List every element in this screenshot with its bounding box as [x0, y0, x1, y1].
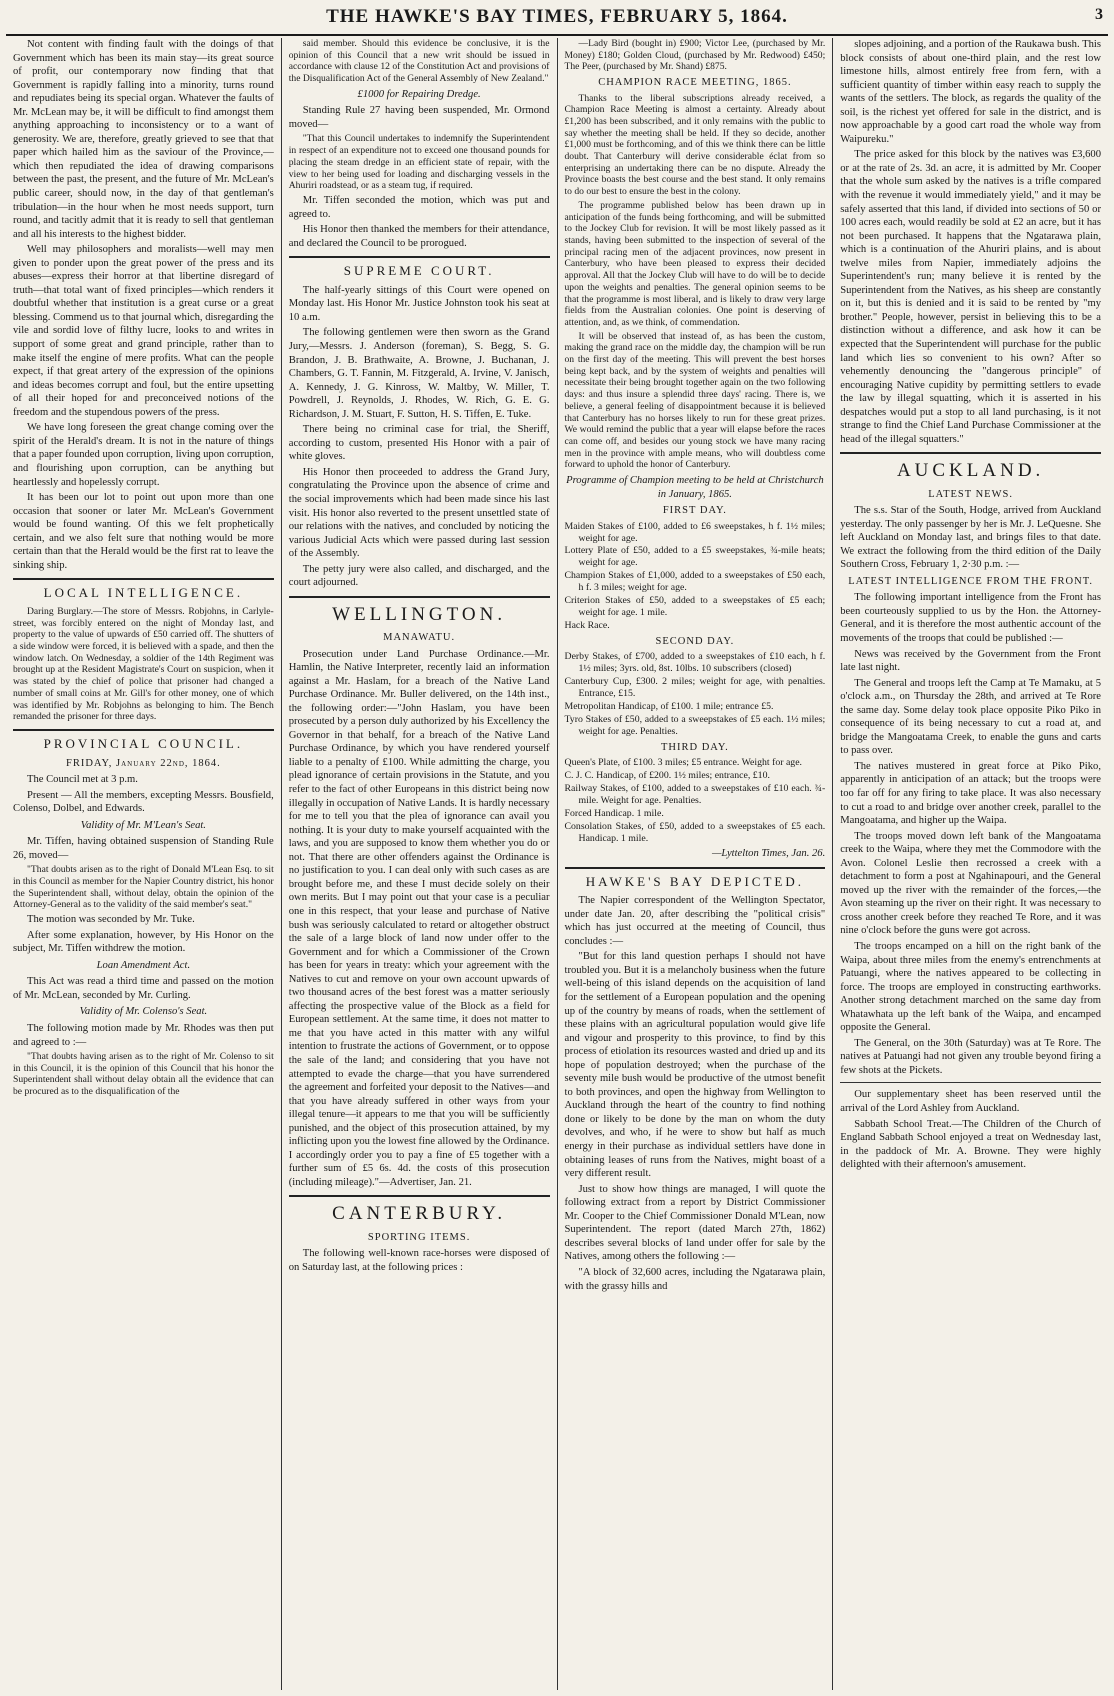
race-entry: Queen's Plate, of £100. 3 miles; £5 entrance. Weight for age.: [564, 757, 802, 769]
column-1: [6, 38, 282, 1690]
section-heading-court: SUPREME COURT.: [289, 256, 550, 280]
paragraph: The natives mustered in great force at Piko Piko, apparently in anticipation of an attack; but the troops were too far off for any firing to take place. It was also necessary to cut a road to and bridge over another creek, parallel to the Mangoatama, and higher up the Waipa.: [840, 760, 1101, 827]
subheading-front: LATEST INTELLIGENCE FROM THE FRONT.: [848, 575, 1093, 587]
paragraph: There being no criminal case for trial, the Sheriff, according to custom, presented His Honor with a pair of white gloves.: [288, 424, 550, 463]
subheading: Loan Amendment Act.: [96, 959, 191, 971]
subheading: Validity of Mr. Colenso's Seat.: [79, 1006, 208, 1018]
day-heading: SECOND DAY.: [655, 636, 735, 648]
section-heading-council: PROVINCIAL COUNCIL.: [13, 729, 274, 753]
paragraph: Thanks to the liberal subscriptions already received, a Champion Race Meeting is almost a certainty. Already about £1,200 has been subscribed, and it only remains with the public to say whether the meeting shall be held. If they so decide, another £1,000 must be forthcoming, and of this we think there can be little doubt. That Canterbury will derive considerable éclat from so enterprising an undertaking there can be no dispute. Already the Province boasts the best course and the best stand. It only remains to do our best to ensure the best in the colony.: [564, 92, 826, 198]
paragraph: The Council met at 3 p.m.: [27, 774, 138, 786]
column-3: [558, 38, 834, 1690]
paragraph: Well may philosophers and moralists—well may men given to ponder upon the great power of the press and its abuses—express their horror at that libertine disregard of truth—that total want of fixed principles—which renders it doubtful whether that institution is a great curse or a great blessing. Commend us to that journal which, disregarding the vile and sordid love of filthy lucre, looks to and writes in support of some great and grand principle, rather than to make itself the engine of mere profits. What can the people expect, if that great artery of the expression of the opinions and ideas becomes corrupt and foul, but the entire upsetting of all their hoped for and preconceived notions of the freedom and the stupendous powers of the press.: [13, 244, 274, 418]
paragraph: The General, on the 30th (Saturday) was at Te Rore. The natives at Patuangi had not given any trouble beyond firing a few shots at the Pickets.: [840, 1037, 1101, 1076]
paragraph: It has been our lot to point out upon more than one occasion that sooner or later Mr. McLean's Government would be found wanting. Of this we felt prophetically certain, and we also felt sure that nothing would be more certain than that the Herald would be the first rat to leave the sinking ship.: [13, 492, 274, 571]
race-entry: Consolation Stakes, of £50, added to a sweepstakes of £5 each. Handicap. 1 mile.: [564, 821, 826, 845]
paragraph: —Lady Bird (bought in) £900; Victor Lee, (purchased by Mr. Money) £180; Golden Cloud, (purchased by Mr. Redwood) £450; The Peer, (purchased by Mr. Shand) £875.: [564, 38, 826, 73]
section-heading-canterbury: CANTERBURY.: [289, 1195, 550, 1226]
paragraph: The half-yearly sittings of this Court were opened on Monday last. His Honor Mr. Justice Johnston took his seat at 10 a.m.: [288, 284, 550, 323]
paragraph: The troops moved down left bank of the Mangoatama creek to the Waipa, where they met the Commodore with the Avon. Colonel Leslie then recrossed a creek with a detachment to form a post at Ngahinapouri, and the General moved up the river with the remainder of the forces,—the Avon steaming up the river on their right. It was necessary to cross another creek before they reached Te Rore, and it was nine o'clock before the guns were got across.: [840, 830, 1101, 937]
subheading: SPORTING ITEMS.: [367, 1231, 471, 1243]
paragraph: Mr. Tiffen, having obtained suspension of Standing Rule 26, moved—: [13, 836, 274, 861]
paragraph: The General and troops left the Camp at Te Mamaku, at 5 o'clock a.m., on Thursday the 28th, and arrived at Te Rore the same day. Some delay took place opposite Piko Piko in consequence of its being necessary to cut a road at, and bridge the Mangoatama Creek, to enable the guns and carts to pass over.: [840, 677, 1101, 757]
paragraph: "That this Council undertakes to indemnify the Superintendent in respect of an expenditure not to exceed one thousand pounds for placing the steam dredge in an efficient state of repair, with the view to her being used for loading and discharging vessels in the Ahuriri roadstead, or as a steam tug, if required.: [288, 133, 550, 192]
paragraph: Mr. Tiffen seconded the motion, which was put and agreed to.: [288, 194, 550, 220]
race-entry: Criterion Stakes of £50, added to a sweepstakes of £5 each; weight for age. 1 mile.: [564, 595, 826, 619]
subheading: LATEST NEWS.: [928, 488, 1013, 500]
source-credit: —Lyttelton Times, Jan. 26.: [711, 848, 826, 860]
paragraph: Just to show how things are managed, I will quote the following extract from a report by District Commissioner Mr. Cooper to the Chief Commissioner Donald M'Lean, now Superintendent. The report (dated March 27th, 1862) describes several blocks of land under offer for sale by the Natives, among others the following :—: [564, 1183, 826, 1263]
paragraph: Prosecution under Land Purchase Ordinance.—Mr. Hamlin, the Native Interpreter, recently laid an information against a Mr. Haslam, for a breach of the Native Land Purchase Ordinance. Mr. Buller delivered, on the 14th inst., the following order:—"John Haslam, you have been prosecuted by a person duly authorized by his Excellency the Governor in that behalf, for a breach of the Native Land Purchase Ordinance, by which you have rendered yourself liable to a penalty of £100. While admitting the charge, you plead ignorance of certain provisions in the Statute, and you refer to the fact of other Europeans in this district being now illegally in occupation of Native Lands. It is hardly necessary for me to tell you that the plea of ignorance can avail you nothing. It is your duty to make yourself acquainted with the laws, and you are supposed to know them whether you do or not. That there are other offenders against the Ordinance is no justification to you. I can deal only with such cases as are brought before me, and these I must decide solely on their own merits. But I may point out that your case is a peculiar one in this respect, that your lease and purchase of Native bush was seriously calculated to retard or altogether obstruct the sale of a large block of land now under offer to the Government and for which a Commissioner of the Crown has been for years in treaty: which your agreement with the Natives to cut and remove on your own account upwards of two thousand acres of the best forest was a matter seriously affecting the prospective value of the Block as a field for European settlement. At the same time, it does not matter to me that you have acted in this matter with any wilful intention to frustrate the actions of Government, or to oppose the sale of the land; and considering that you have not attempted to evade the charge—that you have surrendered the agreement and forfeited your deposit to the Natives—and that you have already suffered in other ways from your illegal tenure—it appears to me that you will be sufficiently punished, and the object of this prosecution attained, by my inflicting upon you the lowest fine allowed by the Ordinance. I accordingly order you to pay a fine of £5 together with a further sum of £5 6s. 4d. the costs of this prosecution (including mileage)."—Advertiser, Jan. 21.: [288, 648, 550, 1188]
race-entry: Derby Stakes, of £700, added to a sweepstakes of £10 each, h f. 1½ miles; 3yrs. old, 8st. 10lbs. 10 subscribers (closed): [564, 651, 826, 675]
column-4: [833, 38, 1108, 1690]
race-entry: Champion Stakes of £1,000, added to a sweepstakes of £50 each, h f. 3 miles; weight for age.: [564, 570, 826, 594]
paragraph: News was received by the Government from the Front late last night.: [840, 648, 1101, 674]
race-entry: Forced Handicap. 1 mile.: [564, 808, 664, 820]
section-heading-auckland: AUCKLAND.: [840, 452, 1101, 483]
paragraph: Not content with finding fault with the doings of that Government which has been its main stay—its great source of profit, our contemporary now finding that that Government is rapidly falling into a minority, turns round and repudiates being its special organ. Whatever the faults of Mr. McLean may be, it will be difficult to find amongst them anything approaching to inconsistency or to a want of generosity. We are, therefore, greatly grieved to see that that paper which hailed him as the saviour of the Province,—which then repudiated the idea of drawing comparisons between the past, the present, and the future of Mr. McLean's public career, should now, in the day of that gentleman's tribulation—in the hour when he most needs support, turn round, and tacitly admit that it is ready to sell that gentleman and all his interests to the highest bidder.: [13, 39, 274, 240]
paragraph: We have long foreseen the great change coming over the spirit of the Herald's dream. It is not in the nature of things that a paper founded upon corruption, living upon corruption, and flourishing upon corruption, can be anything but heartlessly and hopelessly corrupt.: [13, 422, 274, 488]
paragraph: The motion was seconded by Mr. Tuke.: [27, 914, 195, 926]
page-number: 3: [1095, 6, 1104, 23]
paragraph: "A block of 32,600 acres, including the Ngatarawa plain, with the grassy hills and: [564, 1266, 826, 1292]
race-entry: Tyro Stakes of £50, added to a sweepstakes of £5 each. 1½ miles; weight for age. Penalties.: [564, 714, 826, 738]
paragraph: Our supplementary sheet has been reserved until the arrival of the Lord Ashley from Auckland.: [840, 1089, 1101, 1115]
paragraph: His Honor then proceeded to address the Grand Jury, congratulating the Province upon the absence of crime and the social improvements which had been made since his last visit. His honor also reverted to the present unsettled state of our relations with the natives, and concluded by noticing the various Judicial Acts which were passed during last session of the Assembly.: [288, 466, 550, 560]
race-entry: Railway Stakes, of £100, added to a sweepstakes of £10 each. ¾-mile. Weight for age. Penalties.: [564, 783, 826, 807]
paragraph: Present — All the members, excepting Messrs. Bousfield, Colenso, Dolbel, and Edwards.: [13, 789, 274, 815]
paragraph: The following well-known race-horses were disposed of on Saturday last, at the following prices :: [288, 1248, 550, 1273]
paragraph: The following gentlemen were then sworn as the Grand Jury,—Messrs. J. Anderson (foreman), S. Begg, S. G. Brandon, J. B. Brathwaite, A. Browne, J. Buchanan, J. Chambers, G. T. Fannin, M. Fitzgerald, A. Irvine, V. Janisch, A. Kennedy, J. G. Kinross, W. Maltby, W. Miller, T. Powdrell, J. Reynolds, J. Rhodes, W. Rich, G. E. G. Richardson, J. M. Stuart, F. Sutton, H. S. Tiffen, E. Tuke.: [288, 327, 550, 420]
race-entry: Lottery Plate of £50, added to a £5 sweepstakes, ¾-mile heats; weight for age.: [564, 545, 826, 569]
programme-title: Programme of Champion meeting to be held at Christchurch in January, 1865.: [566, 475, 824, 500]
paragraph: The troops encamped on a hill on the right bank of the Waipa, about three miles from the enemy's entrenchments at Patuangi, where the natives appeared to be collecting in force. The troops are employed in constructing earthworks. Another strong detachment marched on the same day from Whatawhata up the left bank of the Waipa, and encamped opposite the General.: [840, 941, 1101, 1034]
paragraph: Sabbath School Treat.—The Children of the Church of England Sabbath School enjoyed a treat on Wednesday last, in the paddock of Mr. A. Browne. They were highly delighted with their afternoon's amusement.: [840, 1118, 1101, 1171]
section-heading-wellington: WELLINGTON.: [289, 596, 550, 627]
masthead: [6, 0, 1108, 36]
paragraph: After some explanation, however, by His Honor on the subject, Mr. Tiffen withdrew the motion.: [13, 929, 274, 955]
paragraph: The following motion made by Mr. Rhodes was then put and agreed to :—: [13, 1022, 274, 1048]
section-heading-hawkes-bay: HAWKE'S BAY DEPICTED.: [565, 867, 826, 891]
paragraph: Daring Burglary.—The store of Messrs. Robjohns, in Carlyle-street, was forcibly entered on the night of Monday last, and property to the value of upwards of £50 carried off. The shutters of a side window were forced, it is believed with a spade, and then the window latch. On Wednesday, a soldier of the 14th Regiment was brought up at the Resident Magistrate's Court on suspicion, when it was stated by the chief of police that prisoner had changed a number of small coins at Mr. Gill's for other money, one of which was identified by Mr. Robjohns as belonging to him. The Bench remanded the prisoner for three days.: [13, 605, 274, 723]
paragraph: slopes adjoining, and a portion of the Raukawa bush. This block consists of about one-third plain, and the rest low limestone hills, almost entirely free from fern, with a sufficient quantity of timber within easy reach to supply the wants of the settlers. The block, as regards the quality of the soil, is the richest yet offered for sale in the district, and is now approachable by a good cart road the whole way from Waipureku.": [840, 39, 1101, 145]
column-2: [282, 38, 558, 1690]
paragraph: It will be observed that instead of, as has been the custom, making the grand race on the middle day, the champion will be run on the first day of the meeting. This will prevent the best horses being kept back, and by the system of weights and penalties will necessitate their being brought together again on the two following days: and thus insure a splendid three days' racing. There is, we believe, a general feeling of disappointment because it is believed that Canterbury has no horses likely to run for these great prizes. We would remind the public that a year will elapse before the races can come off, and besides our young stock we have many racing men in the province with ample means, who will doubtless come forward to uphold the honor of Canterbury.: [564, 330, 826, 471]
subheading: MANAWATU.: [383, 632, 456, 644]
day-heading: THIRD DAY.: [660, 742, 729, 754]
paragraph: His Honor then thanked the members for their attendance, and declared the Council to be prorogued.: [288, 224, 550, 249]
paragraph: This Act was read a third time and passed on the motion of Mr. McLean, seconded by Mr. Curling.: [13, 976, 274, 1001]
paragraph: The petty jury were also called, and discharged, and the court adjourned.: [288, 563, 550, 589]
day-heading: FIRST DAY.: [662, 505, 727, 517]
columns: [6, 38, 1108, 1690]
race-entry: Maiden Stakes of £100, added to £6 sweepstakes, h f. 1½ miles; weight for age.: [564, 520, 826, 544]
race-entry: C. J. C. Handicap, of £200. 1½ miles; entrance, £10.: [564, 770, 770, 782]
divider: [840, 1082, 1101, 1083]
paragraph: The price asked for this block by the natives was £3,600 or at the rate of 2s. 3d. an acre, it is admitted by Mr. Cooper that the whole sum asked by the natives is a trifle compared with the revenue it would immediately yield," and it may be safely asserted that this land, if divided into sections of 50 or 100 acres each, would readily be sold at £2 an acre, but it has not been purchased. It happens that the Ngatarawa plain, which is a continuation of the Ahuriri plains, and is about twelve miles from Napier, immediately adjoins the Superintendent's run; many believe it is rented by the Superintendent from the Natives, as his sheep are constantly on it, but this is denied and it is said to be rented by "my brother." People, however, persist in believing this to be a distinction without a difference, and ask how it can be expected that the Superintendent will purchase for the public land which lies so convenient to his own? After so vehemently denouncing the "dangerous principle" of encouraging Native cupidity by permitting settlers to evade the law by illegal squatting, which it is asserted in his despatches would put a stop to all land purchasing, is it not strange to find the Chief Land Purchase Commissioner at the head of the illegal squatters.": [840, 149, 1101, 445]
paragraph: Standing Rule 27 having been suspended, Mr. Ormond moved—: [288, 105, 550, 130]
paragraph: The Napier correspondent of the Wellington Spectator, under date Jan. 20, after describing the "political crisis" which has just occurred at the meeting of Council, thus concludes :—: [564, 895, 826, 947]
council-date: FRIDAY, January 22nd, 1864.: [65, 757, 221, 769]
paragraph: The following important intelligence from the Front has been courteously supplied to us by the Hon. the Attorney-General, and it is therefore the most authentic account of the movements of the troops that could be published :—: [840, 592, 1101, 644]
paragraph: "That doubts arisen as to the right of Donald M'Lean Esq. to sit in this Council as member for the Napier Country district, his honor the Superintendent shall, without delay, obtain the opinion of the Attorney-General as to the validity of the said member's seat.": [13, 864, 274, 911]
subheading: Validity of Mr. M'Lean's Seat.: [80, 819, 206, 831]
race-entry: Hack Race.: [564, 620, 610, 632]
paragraph: "But for this land question perhaps I should not have troubled you. But it is a melancholy business when the future well-being of this island depends on the acquisition of land for the settlement of a European population and the opening up of the country by means of roads, when the settlement of these plains with an agricultural population would give life and vigour and prosperity to this province, to find by this process of etiolation its resources wasted and dried up and its hope of population destroyed; when the purchase of the seventy mile bush would be productive of the utmost benefit to both provinces, and open the highway from Wellington to Auckland through the heart of the country to find nothing done or likely to be done by the man on whom the duty devolves, and who, if he were to show but half as much energy in their purchase as individual settlers have done in obtaining leases of runs from the Natives, might boast of a very different result.: [564, 951, 826, 1180]
subheading: £1000 for Repairing Dredge.: [357, 88, 481, 100]
race-entry: Canterbury Cup, £300. 2 miles; weight for age, with penalties. Entrance, £15.: [564, 676, 826, 700]
section-heading-local: LOCAL INTELLIGENCE.: [13, 578, 274, 602]
paragraph: The s.s. Star of the South, Hodge, arrived from Auckland yesterday. The only passenger by her is Mr. J. LeQuesne. She left Auckland on Monday last, and brings files to that date. We extract the following from the third edition of the Daily Southern Cross, February 1, 2·30 p.m. :—: [840, 505, 1101, 571]
masthead-title: THE HAWKE'S BAY TIMES, FEBRUARY 5, 1864.: [326, 6, 788, 27]
paragraph: "That doubts having arisen as to the right of Mr. Colenso to sit in this Council, it is the opinion of this Council that his honor the Superintendent shall without delay obtain all the evidence that can be procured as to the disqualification of the: [13, 1051, 274, 1098]
paragraph: The programme published below has been drawn up in anticipation of the funds being forthcoming, and will be submitted to the Jockey Club for revision. It will be most likely passed as it stands, having been submitted to the inspection of several of the principal racing men of the adjacent provinces, now present in Canterbury, who have been pleased to express their decided approval. All that the Jockey Club will have to do will be to decide upon the weights and penalties. The general opinion seems to be that the programme is most liberal, and is likely to draw very large fields from the Australian colonies. One point is deserving of attention, and, as we think, of commendation.: [564, 199, 826, 328]
paragraph: said member. Should this evidence be conclusive, it is the opinion of this Council that a new writ should be issued in accordance with clause 12 of the Constitution Act and provisions of the Disqualification Act of the General Assembly of New Zealand.": [288, 38, 550, 85]
subheading: CHAMPION RACE MEETING, 1865.: [598, 77, 792, 89]
race-entry: Metropolitan Handicap, of £100. 1 mile; entrance £5.: [564, 701, 774, 713]
